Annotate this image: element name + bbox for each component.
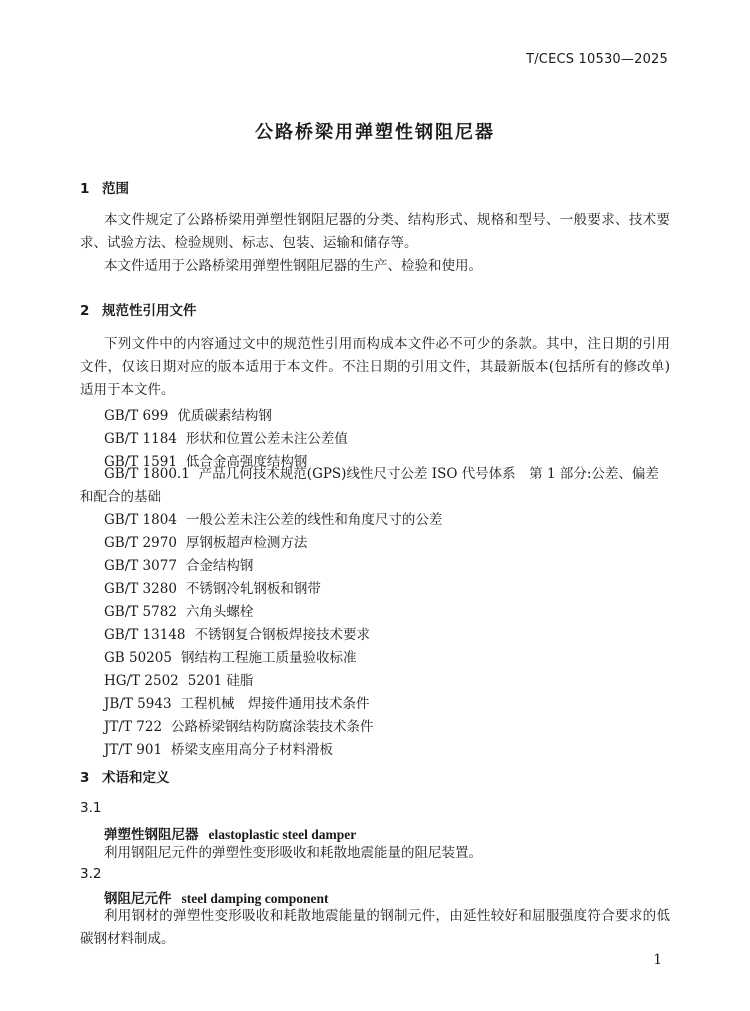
term-heading [104, 887, 329, 907]
reference-code: JT/T 722 [104, 719, 163, 735]
reference-item [104, 623, 370, 643]
reference-title: 形状和位置公差未注公差值 [185, 431, 348, 447]
reference-item [80, 463, 670, 509]
term-definition: 利用钢材的弹塑性变形吸收和耗散地震能量的钢制元件，由延性较好和屈服强度符合要求的低碳钢材料制成。 [80, 908, 670, 947]
term-english: steel damping component [181, 891, 329, 906]
section-number: 1 [80, 181, 90, 197]
reference-code: GB/T 1184 [104, 431, 177, 447]
reference-title: 产品几何技术规范(GPS)线性尺寸公差 ISO 代号体系 第 1 部分:公差、偏差和配合的基础 [80, 466, 659, 505]
section-title: 术语和定义 [102, 770, 170, 786]
term-heading [104, 823, 356, 843]
reference-item [104, 577, 321, 597]
reference-title: 低合金高强度结构钢 [185, 454, 308, 470]
reference-item [104, 738, 333, 758]
reference-item [104, 554, 253, 574]
reference-code: GB/T 3077 [104, 558, 177, 574]
reference-title: 不锈钢冷轧钢板和钢带 [185, 581, 321, 597]
term-number: 3.1 [80, 800, 102, 816]
term-chinese: 钢阻尼元件 [104, 891, 172, 907]
reference-title: 钢结构工程施工质量验收标准 [180, 650, 357, 666]
reference-item [104, 531, 307, 551]
term-definition: 利用钢阻尼元件的弹塑性变形吸收和耗散地震能量的阻尼装置。 [104, 845, 482, 861]
section-title: 规范性引用文件 [102, 303, 197, 319]
term-number: 3.2 [80, 866, 102, 882]
section-number: 2 [80, 303, 90, 319]
standard-number: T/CECS 10530—2025 [526, 52, 668, 67]
reference-code: GB/T 2970 [104, 535, 177, 551]
reference-code: HG/T 2502 [104, 673, 179, 689]
reference-title: 桥梁支座用高分子材料滑板 [171, 742, 334, 758]
section-2-intro: 下列文件中的内容通过文中的规范性引用而构成本文件必不可少的条款。其中，注日期的引用文件，仅该日期对应的版本适用于本文件。不注日期的引用文件，其最新版本(包括所有的修改单)适用于本文件。 [80, 336, 670, 398]
reference-code: GB/T 1800.1 [104, 466, 190, 482]
reference-title: 不锈钢复合钢板焊接技术要求 [194, 627, 370, 643]
document-title: 公路桥梁用弹塑性钢阻尼器 [255, 122, 495, 143]
reference-code: GB/T 699 [104, 408, 169, 424]
reference-item [104, 646, 356, 666]
reference-title: 合金结构钢 [185, 558, 254, 574]
section-2-heading [80, 299, 197, 319]
section-title: 范围 [102, 181, 129, 197]
reference-code: GB 50205 [104, 650, 172, 666]
reference-title: 厚钢板超声检测方法 [185, 535, 308, 551]
reference-title: 公路桥梁钢结构防腐涂装技术条件 [171, 719, 374, 735]
reference-code: GB/T 3280 [104, 581, 177, 597]
reference-item [104, 427, 348, 447]
reference-code: GB/T 1591 [104, 454, 177, 470]
reference-code: GB/T 13148 [104, 627, 186, 643]
reference-item [104, 508, 442, 528]
reference-item [104, 692, 370, 712]
section-1-paragraph: 本文件适用于公路桥梁用弹塑性钢阻尼器的生产、检验和使用。 [104, 258, 482, 274]
page-number: 1 [653, 952, 662, 968]
reference-item [104, 715, 374, 735]
reference-title: 优质碳素结构钢 [177, 408, 272, 424]
term-chinese: 弹塑性钢阻尼器 [104, 827, 199, 843]
section-1-paragraph: 本文件规定了公路桥梁用弹塑性钢阻尼器的分类、结构形式、规格和型号、一般要求、技术要求、试验方法、检验规则、标志、包装、运输和储存等。 [80, 212, 670, 251]
reference-title: 一般公差未注公差的线性和角度尺寸的公差 [185, 512, 443, 528]
reference-title: 5201 硅脂 [187, 673, 254, 689]
term-english: elastoplastic steel damper [208, 827, 357, 842]
reference-item [104, 404, 272, 424]
reference-item [104, 669, 253, 689]
section-1-heading [80, 177, 129, 197]
reference-code: JT/T 901 [104, 742, 163, 758]
section-number: 3 [80, 770, 90, 786]
reference-title: 六角头螺栓 [185, 604, 254, 620]
reference-item [104, 600, 253, 620]
section-3-heading [80, 766, 170, 786]
reference-code: GB/T 5782 [104, 604, 177, 620]
reference-code: GB/T 1804 [104, 512, 177, 528]
reference-code: JB/T 5943 [104, 696, 172, 712]
reference-title: 工程机械 焊接件通用技术条件 [180, 696, 370, 712]
